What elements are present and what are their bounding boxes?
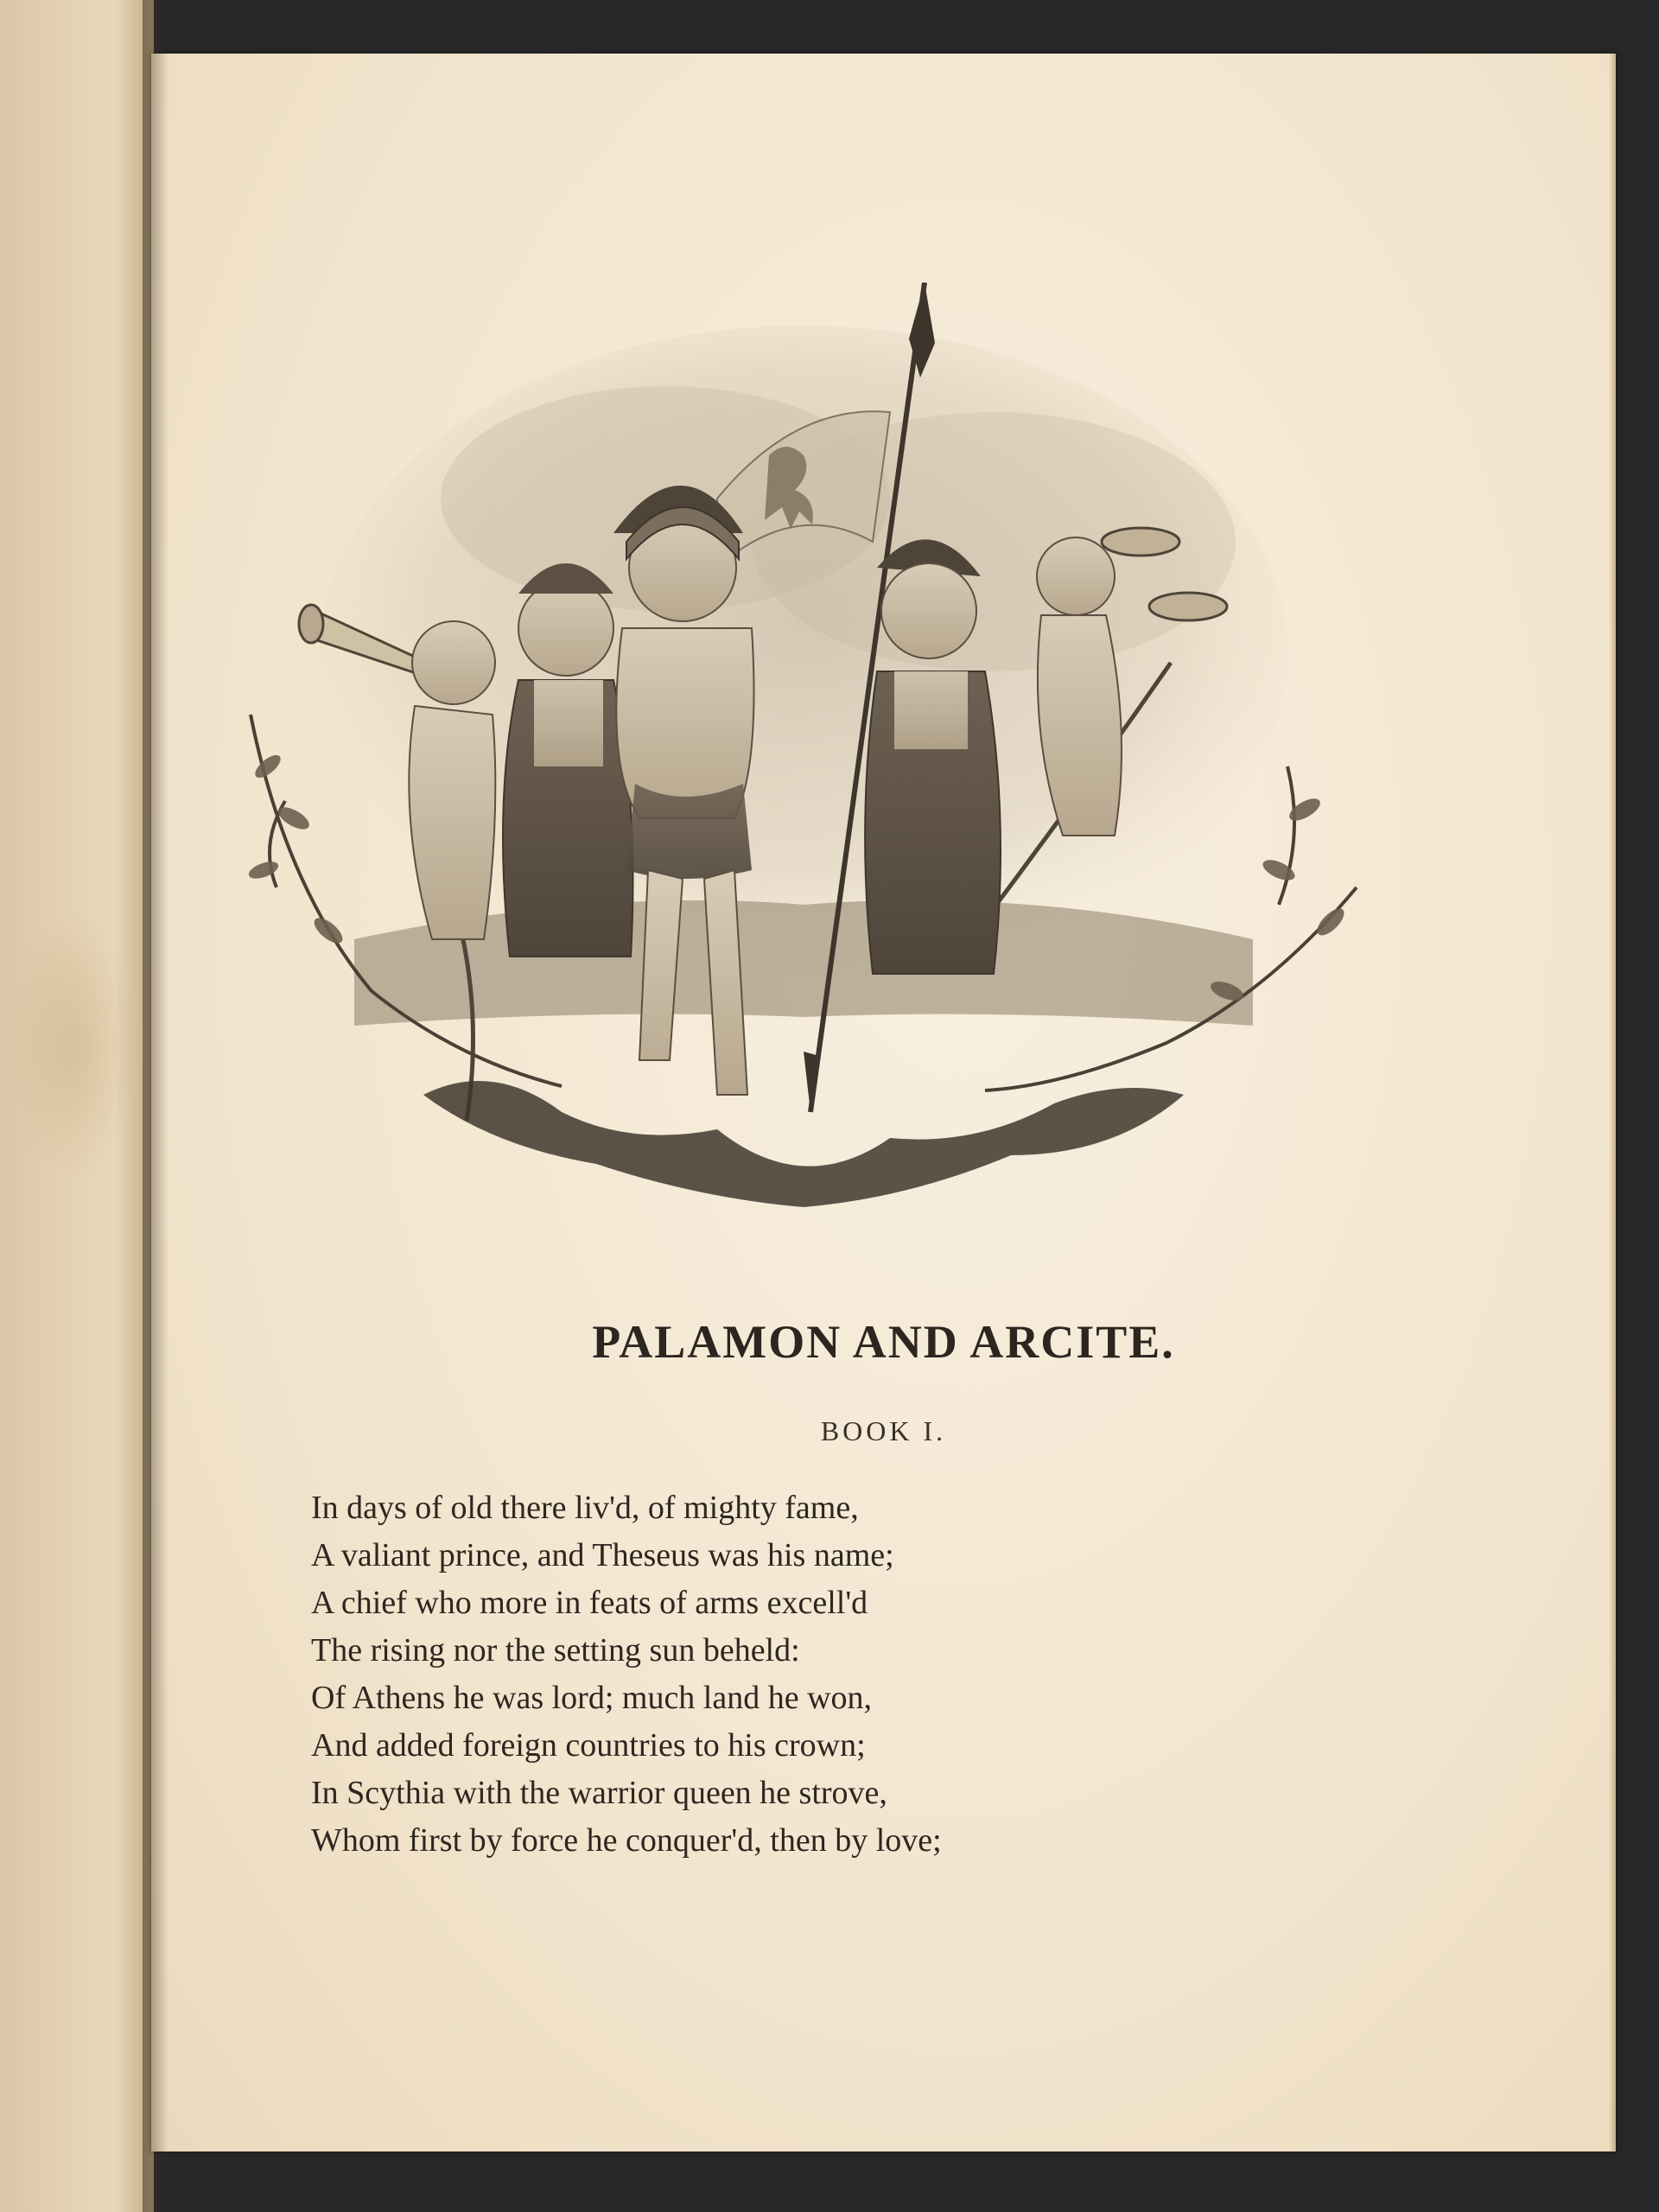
poem-line: And added foreign countries to his crown;	[311, 1727, 866, 1764]
paper-stain	[9, 907, 138, 1184]
right-page	[151, 54, 1616, 2152]
cherubs-engraving-icon	[233, 283, 1374, 1229]
gutter-shadow	[143, 0, 168, 2212]
poem-line: The rising nor the setting sun beheld:	[311, 1632, 800, 1669]
page-title: PALAMON AND ARCITE.	[592, 1316, 1175, 1368]
poem-line: In Scythia with the warrior queen he strove,	[311, 1775, 887, 1811]
poem-text	[311, 1484, 1348, 1865]
poem-line: A chief who more in feats of arms excell'd	[311, 1585, 868, 1621]
poem-line: Whom first by force he conquer'd, then by love;	[311, 1822, 942, 1859]
page-edge	[1609, 54, 1616, 2152]
poem-line: A valiant prince, and Theseus was his name;	[311, 1537, 894, 1573]
poem-line: In days of old there liv'd, of mighty fame,	[311, 1490, 859, 1526]
book-heading: BOOK I.	[820, 1415, 947, 1446]
engraving-illustration	[233, 283, 1374, 1229]
left-page	[0, 0, 154, 2212]
poem-line: Of Athens he was lord; much land he won,	[311, 1680, 873, 1716]
